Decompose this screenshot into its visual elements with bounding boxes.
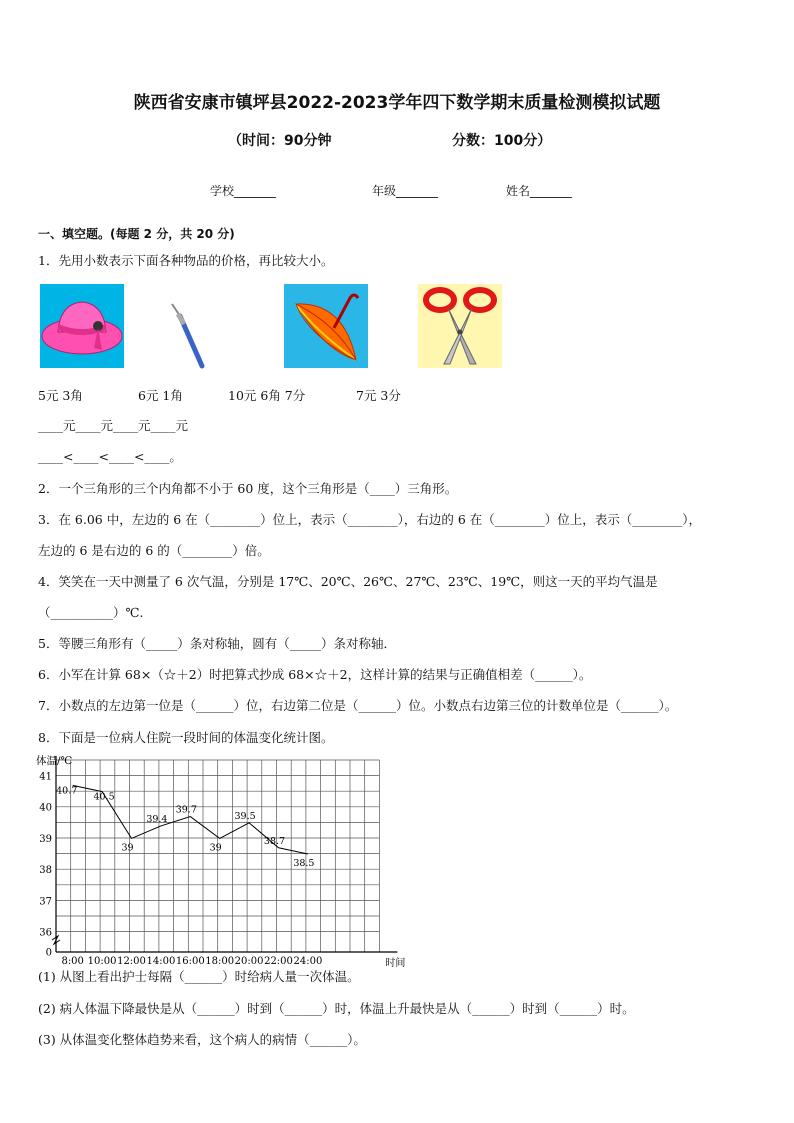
data-label: 40.7 <box>56 785 78 797</box>
scissors-icon <box>418 284 502 368</box>
data-label: 40.5 <box>93 791 115 803</box>
temperature-line-chart <box>30 750 410 969</box>
question-8-sub-3: (3) 从体温变化整体趋势来看，这个病人的病情（______）。 <box>38 1032 366 1047</box>
y-tick-label: 39 <box>39 833 52 845</box>
data-label: 38.5 <box>293 858 315 869</box>
data-label: 39.4 <box>146 813 168 825</box>
exam-time: （时间：90分钟 <box>228 133 332 149</box>
price-umbrella: 10元 6角 7分 <box>228 388 306 403</box>
grade-field: 年级_______ <box>372 184 439 198</box>
x-tick-label: 20:00 <box>234 956 264 967</box>
x-tick-label: 24:00 <box>293 956 323 967</box>
school-field: 学校_______ <box>210 184 277 198</box>
q1-blank-line-1: ____元____元____元____元 <box>38 418 189 433</box>
exam-score: 分数：100分） <box>452 133 552 149</box>
price-scissors: 7元 3分 <box>356 388 401 403</box>
section-heading: 一、填空题。(每题 2 分，共 20 分) <box>38 227 235 241</box>
page-title: 陕西省安康市镇坪县2022-2023学年四下数学期末质量检测模拟试题 <box>133 93 661 113</box>
question-8: 8．下面是一位病人住院一段时间的体温变化统计图。 <box>38 730 334 745</box>
x-axis-label: 时间 <box>385 958 406 969</box>
question-8-sub-2: (2) 病人体温下降最快是从（______）时到（______）时，体温上升最快是从（______）时到（______）时。 <box>38 1001 635 1016</box>
y-tick-label: 40 <box>39 802 52 814</box>
question-7: 7．小数点的左边第一位是（______）位，右边第二位是（______）位。小数点右边第三位的计数单位是（______）。 <box>38 698 678 713</box>
umbrella-icon <box>284 284 368 368</box>
x-tick-label: 16:00 <box>175 956 205 967</box>
y-tick-label: 38 <box>39 865 52 877</box>
name-field: 姓名_______ <box>506 184 573 198</box>
question-4: 4．笑笑在一天中测量了 6 次气温，分别是 17℃、20℃、26℃、27℃、23℃、19℃，则这一天的平均气温是 <box>38 574 658 589</box>
y-tick-label: 0 <box>45 947 52 959</box>
x-tick-label: 10:00 <box>87 956 117 967</box>
x-tick-label: 12:00 <box>117 956 146 967</box>
x-tick-label: 22:00 <box>264 956 293 967</box>
data-label: 39 <box>121 842 134 854</box>
x-tick-label: 8:00 <box>61 956 84 967</box>
question-4-cont: （__________）℃. <box>38 605 144 620</box>
hat-icon <box>40 284 124 368</box>
x-tick-label: 18:00 <box>205 956 235 967</box>
y-axis-label: 体温/℃ <box>36 755 73 767</box>
question-3: 3．在 6.06 中，左边的 6 在（________）位上，表示（________），右边的 6 在（________）位上，表示（________）， <box>38 512 702 527</box>
question-8-sub-1: (1) 从图上看出护士每隔（______）时给病人量一次体温。 <box>38 969 360 984</box>
y-tick-label: 36 <box>39 927 52 939</box>
data-label: 39 <box>209 842 222 854</box>
question-5: 5．等腰三角形有（_____）条对称轴，圆有（_____）条对称轴． <box>38 636 396 651</box>
pen-icon <box>162 284 246 368</box>
y-tick-label: 41 <box>39 771 52 783</box>
price-pen: 6元 1角 <box>138 388 183 403</box>
data-label: 39.5 <box>234 810 256 822</box>
data-label: 38.7 <box>263 835 286 847</box>
axis-break-icon <box>52 936 60 944</box>
question-6: 6．小军在计算 68×（☆＋2）时把算式抄成 68×☆＋2，这样计算的结果与正确值相差（______）。 <box>38 667 592 682</box>
question-1: 1．先用小数表示下面各种物品的价格，再比较大小。 <box>38 253 334 268</box>
y-tick-label: 37 <box>39 896 52 908</box>
question-3-cont: 左边的 6 是右边的 6 的（________）倍。 <box>38 543 270 558</box>
question-2: 2．一个三角形的三个内角都不小于 60 度，这个三角形是（____）三角形。 <box>38 481 458 496</box>
x-tick-label: 14:00 <box>146 956 176 967</box>
data-label: 39.7 <box>175 804 197 816</box>
price-hat: 5元 3角 <box>38 388 83 403</box>
q1-blank-line-2: ____<____<____<____。 <box>38 449 182 464</box>
